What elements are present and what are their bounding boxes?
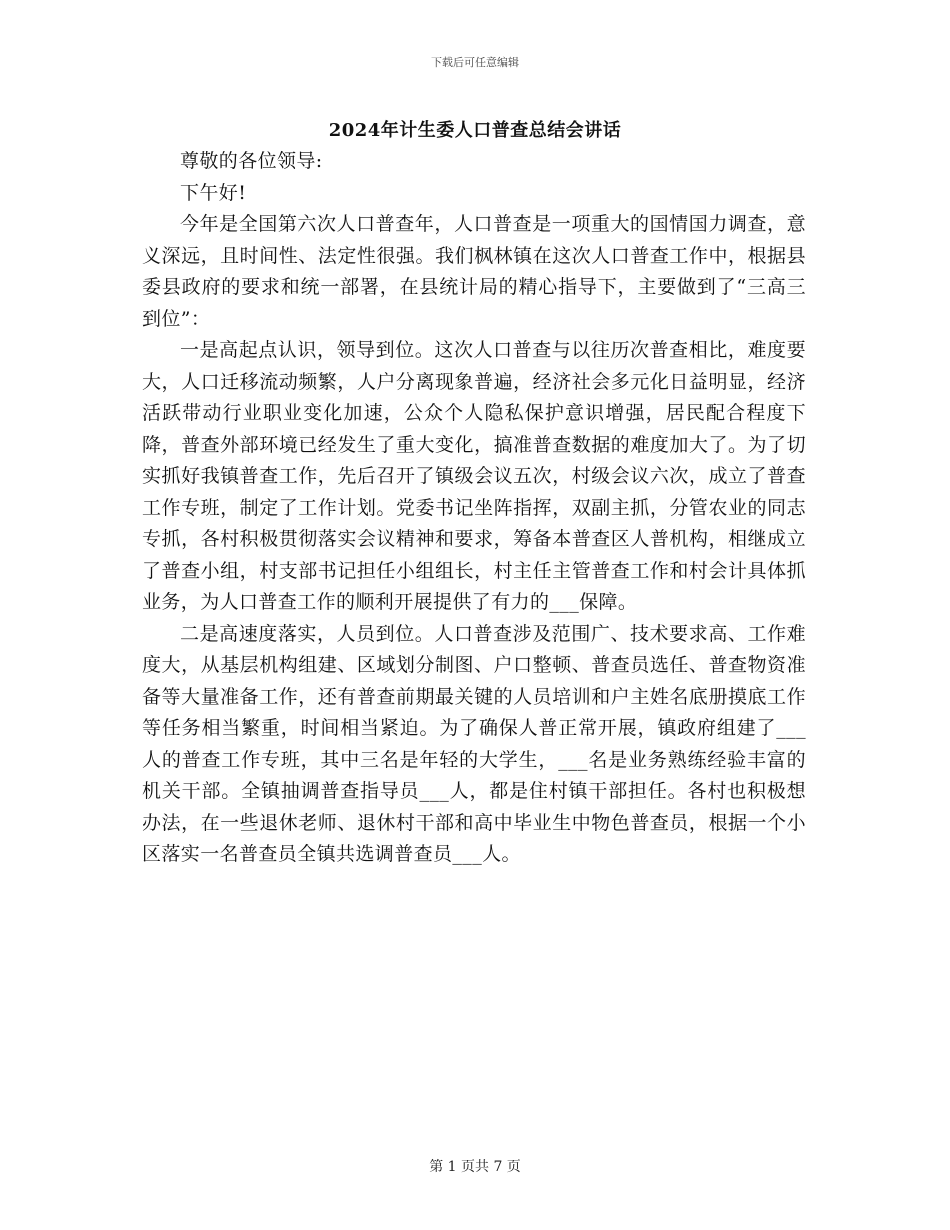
page-number: 第 1 页共 7 页 <box>429 1159 521 1175</box>
paragraph-intro: 今年是全国第六次人口普查年，人口普查是一项重大的国情国力调查，意义深远，且时间性、法定性很强。我们枫林镇在这次人口普查工作中，根据县委县政府的要求和统一部署，在县统计局的精心指导下，主要做到了“三高三到位”： <box>142 213 806 330</box>
document-body <box>142 146 806 871</box>
document-title: 2024年计生委人口普查总结会讲话 <box>328 120 622 141</box>
paragraph-salutation: 尊敬的各位领导: <box>180 150 323 172</box>
header-note: 下载后可任意编辑 <box>431 56 519 69</box>
paragraph-point-two: 二是高速度落实，人员到位。人口普查涉及范围广、技术要求高、工作难度大，从基层机构组建、区域划分制图、户口整顿、普查员选任、普查物资准备等大量准备工作，还有普查前期最关键的人员培训和户主姓名底册摸底工作等任务相当繁重，时间相当紧迫。为了确保人普正常开展，镇政府组建了___人的普查工作专班，其中三名是年轻的大学生，___名是业务熟练经验丰富的机关干部。全镇抽调普查指导员___人，都是住村镇干部担任。各村也积极想办法，在一些退休老师、退休村干部和高中毕业生中物色普查员，根据一个小区落实一名普查员全镇共选调普查员___人。 <box>142 622 806 865</box>
paragraph-greeting: 下午好! <box>180 181 247 204</box>
paragraph-point-one: 一是高起点认识，领导到位。这次人口普查与以往历次普查相比，难度要大，人口迁移流动频繁，人户分离现象普遍，经济社会多元化日益明显，经济活跃带动行业职业变化加速，公众个人隐私保护意识增强，居民配合程度下降，普查外部环境已经发生了重大变化，搞准普查数据的难度加大了。为了切实抓好我镇普查工作，先后召开了镇级会议五次，村级会议六次，成立了普查工作专班，制定了工作计划。党委书记坐阵指挥，双副主抓，分管农业的同志专抓，各村积极贯彻落实会议精神和要求，筹备本普查区人普机构，相继成立了普查小组，村支部书记担任小组组长，村主任主管普查工作和村会计具体抓业务，为人口普查工作的顺利开展提供了有力的___保障。 <box>142 339 806 613</box>
